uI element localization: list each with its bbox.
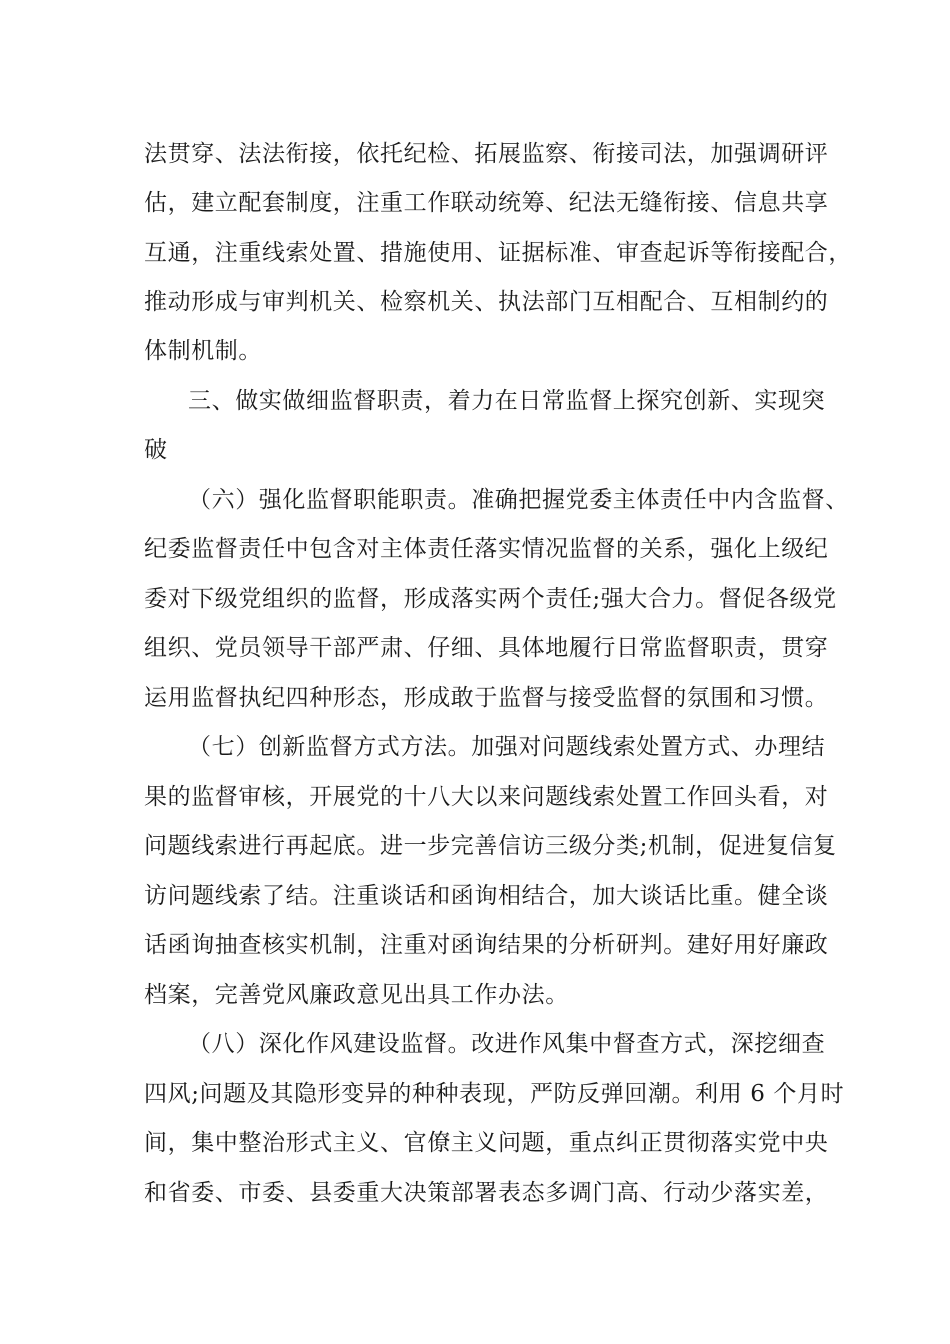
text-line: 问题线索进行再起底。进一步完善信访三级分类;机制，促进复信复: [144, 833, 837, 859]
paragraph-eight-start: （八）深化作风建设监督。改进作风集中督查方式，深挖细查: [188, 1031, 826, 1057]
text-line: 间，集中整治形式主义、官僚主义问题，重点纠正贯彻落实党中央: [144, 1130, 829, 1156]
text-line: 话函询抽查核实机制，注重对函询结果的分析研判。建好用好廉政: [144, 932, 829, 958]
text-line: 估，建立配套制度，注重工作联动统筹、纪法无缝衔接、信息共享: [144, 190, 829, 216]
text-line: 访问题线索了结。注重谈话和函询相结合，加大谈话比重。健全谈: [144, 883, 829, 909]
text-line: 档案，完善党风廉政意见出具工作办法。: [144, 982, 569, 1008]
text-line: 组织、党员领导干部严肃、仔细、具体地履行日常监督职责，贯穿: [144, 635, 829, 661]
paragraph-six-start: （六）强化监督职能职责。准确把握党委主体责任中内含监督、: [188, 487, 849, 513]
text-line: 推动形成与审判机关、检察机关、执法部门互相配合、互相制约的: [144, 289, 829, 315]
paragraph-seven-start: （七）创新监督方式方法。加强对问题线索处置方式、办理结: [188, 734, 826, 760]
section-heading: 三、做实做细监督职责，着力在日常监督上探究创新、实现突: [188, 388, 826, 414]
section-heading-continued: 破: [144, 437, 168, 463]
text-line: 果的监督审核，开展党的十八大以来问题线索处置工作回头看，对: [144, 784, 829, 810]
text-line: 互通，注重线索处置、措施使用、证据标准、审查起诉等衔接配合，: [144, 240, 852, 266]
text-line: 运用监督执纪四种形态，形成敢于监督与接受监督的氛围和习惯。: [144, 685, 829, 711]
text-line: 法贯穿、法法衔接，依托纪检、拓展监察、衔接司法，加强调研评: [144, 141, 829, 167]
text-line: 纪委监督责任中包含对主体责任落实情况监督的关系，强化上级纪: [144, 536, 829, 562]
text-line: 体制机制。: [144, 338, 262, 364]
text-line: 和省委、市委、县委重大决策部署表态多调门高、行动少落实差，: [144, 1180, 829, 1206]
text-line: 四风;问题及其隐形变异的种种表现，严防反弹回潮。利用 6 个月时: [144, 1081, 845, 1107]
text-line: 委对下级党组织的监督，形成落实两个责任;强大合力。督促各级党: [144, 586, 837, 612]
